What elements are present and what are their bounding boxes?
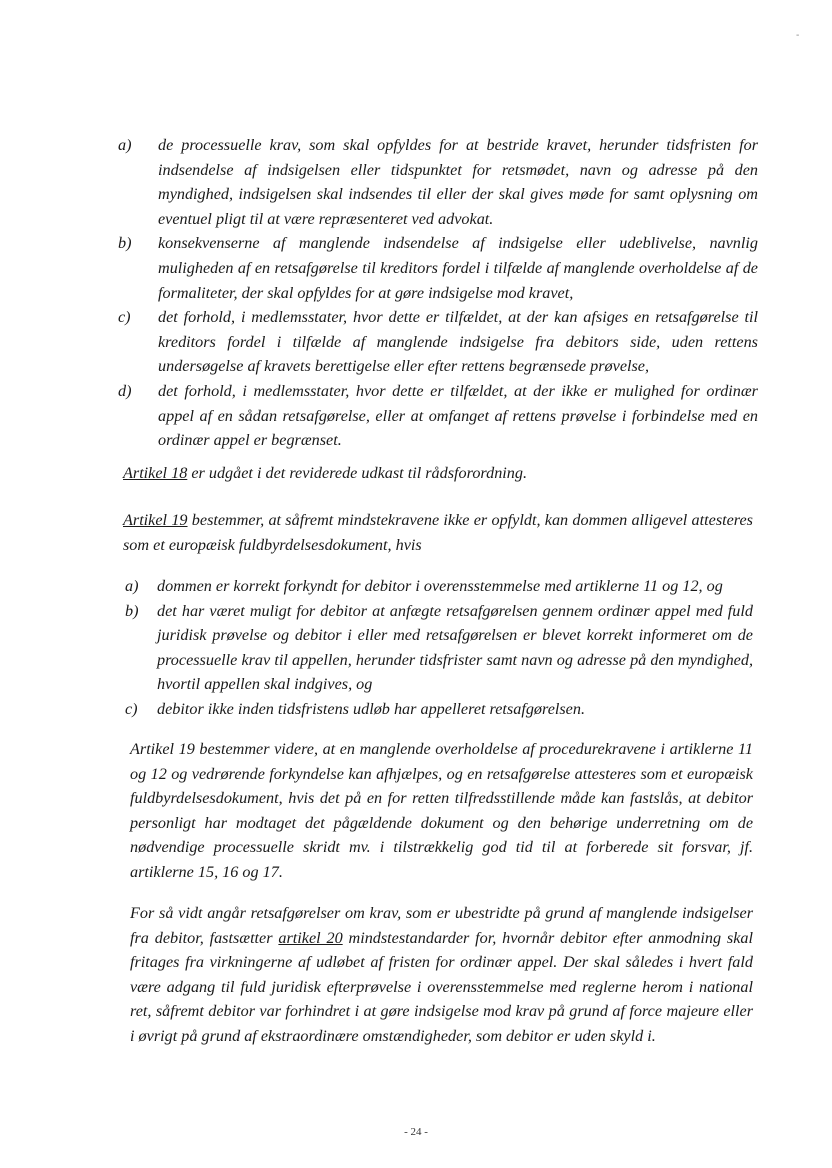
list-item: [118, 379, 758, 453]
paragraph-text: mindstestandarder for, hvornår debitor efter anmodning skal fritages fra virkningerne af udløbet af fristen for ordinær appel. Der skal således i hvert fald være adgang til fuld juridisk efterprøvelse i overensstemmelse med reglerne herom i national ret, såfremt debitor var forhindret i at gøre indsigelse mod krav på grund af force majeure eller i øvrigt på grund af ekstraordinære omstændigheder, som debitor er uden skyld i.: [130, 928, 753, 1045]
article-20-reference: artikel 20: [278, 928, 343, 947]
list-item-label: d): [118, 381, 132, 400]
list-item-label: a): [125, 577, 139, 595]
list-item-label: b): [118, 234, 132, 253]
requirements-list: [118, 133, 758, 453]
list-item-text: debitor ikke inden tidsfristens udløb har appelleret retsafgørelsen.: [157, 699, 586, 718]
list-item-text: de processuelle krav, som skal opfyldes for at bestride kravet, herunder tidsfristen for indsendelse af indsigelsen eller tidspunktet for retsmødet, navn og adresse på den myndighed, indsigelsen skal indsendes til eller der skal gives møde for samt oplysning om eventuel pligt til at være repræsenteret ved advokat.: [158, 136, 758, 228]
list-item: [118, 231, 758, 305]
list-item-label: b): [125, 601, 139, 620]
paragraph-article-19: [123, 508, 753, 557]
list-item: [125, 599, 753, 697]
list-item-label: c): [118, 308, 131, 327]
conditions-list: [125, 574, 753, 722]
page-number: - 24 -: [404, 1126, 428, 1138]
scan-mark: -: [796, 30, 800, 41]
paragraph-text: er udgået i det reviderede udkast til rådsforordning.: [187, 464, 528, 482]
paragraph-text: Artikel 19 bestemmer videre, at en manglende overholdelse af procedurekravene i artiklerne 11 og 12 og vedrørende forkyndelse kan afhjælpes, og en retsafgørelse attesteres som et europæisk fuldbyrdelsesdokument, hvis det på en for retten tilfredsstillende måde kan fastslås, at debitor personligt har modtaget det pågældende dokument og den behørige underretning om de nødvendige processuelle skridt mv. i tilstrækkelig god tid til at forberede sit forsvar, jf. artiklerne 15, 16 og 17.: [130, 740, 753, 881]
article-18-reference: Artikel 18: [123, 464, 188, 482]
paragraph-article-20: [130, 901, 753, 1049]
list-item-label: c): [125, 699, 138, 718]
list-item-text: det forhold, i medlemsstater, hvor dette er tilfældet, at der kan afsiges en retsafgørelse til kreditors fordel i tilfælde af manglende indsigelse fra debitors side, uden rettens undersøgelse af kravets berettigelse eller efter rettens begrænsede prøvelse,: [158, 308, 758, 376]
list-item: [125, 574, 753, 599]
paragraph-article-19-further: [130, 737, 753, 885]
list-item-text: dommen er korrekt forkyndt for debitor i overensstemmelse med artiklerne 11 og 12, og: [157, 577, 723, 595]
paragraph-text: bestemmer, at såfremt mindstekravene ikke er opfyldt, kan dommen alligevel attesteres som et europæisk fuldbyrdelsesdokument, hvis: [123, 511, 753, 554]
paragraph-text: For så vidt angår retsafgørelser om krav, som er ubestridte på grund af manglende indsigelser fra debitor, fastsætter: [130, 904, 753, 947]
list-item: [118, 305, 758, 379]
list-item: [125, 697, 753, 722]
list-item-text: det har været muligt for debitor at anfægte retsafgørelsen gennem ordinær appel med fuld juridisk prøvelse og debitor i eller med retsafgørelsen er blevet korrekt informeret om de processuelle krav til appellen, herunder tidsfrister samt navn og adresse på den myndighed, hvortil appellen skal indgives, og: [157, 601, 753, 694]
paragraph-article-18: [123, 461, 753, 486]
article-19-reference: Artikel 19: [123, 511, 188, 529]
list-item-text: det forhold, i medlemsstater, hvor dette er tilfældet, at der ikke er mulighed for ordinær appel af en sådan retsafgørelse, eller at omfanget af rettens prøvelse i forbindelse med en ordinær appel er begrænset.: [158, 381, 758, 450]
list-item-label: a): [118, 136, 132, 154]
list-item: [118, 133, 758, 231]
list-item-text: konsekvenserne af manglende indsendelse af indsigelse eller udeblivelse, navnlig muligheden af en retsafgørelse til kreditors fordel i tilfælde af manglende overholdelse af de formaliteter, der skal opfyldes for at gøre indsigelse mod kravet,: [158, 234, 758, 302]
